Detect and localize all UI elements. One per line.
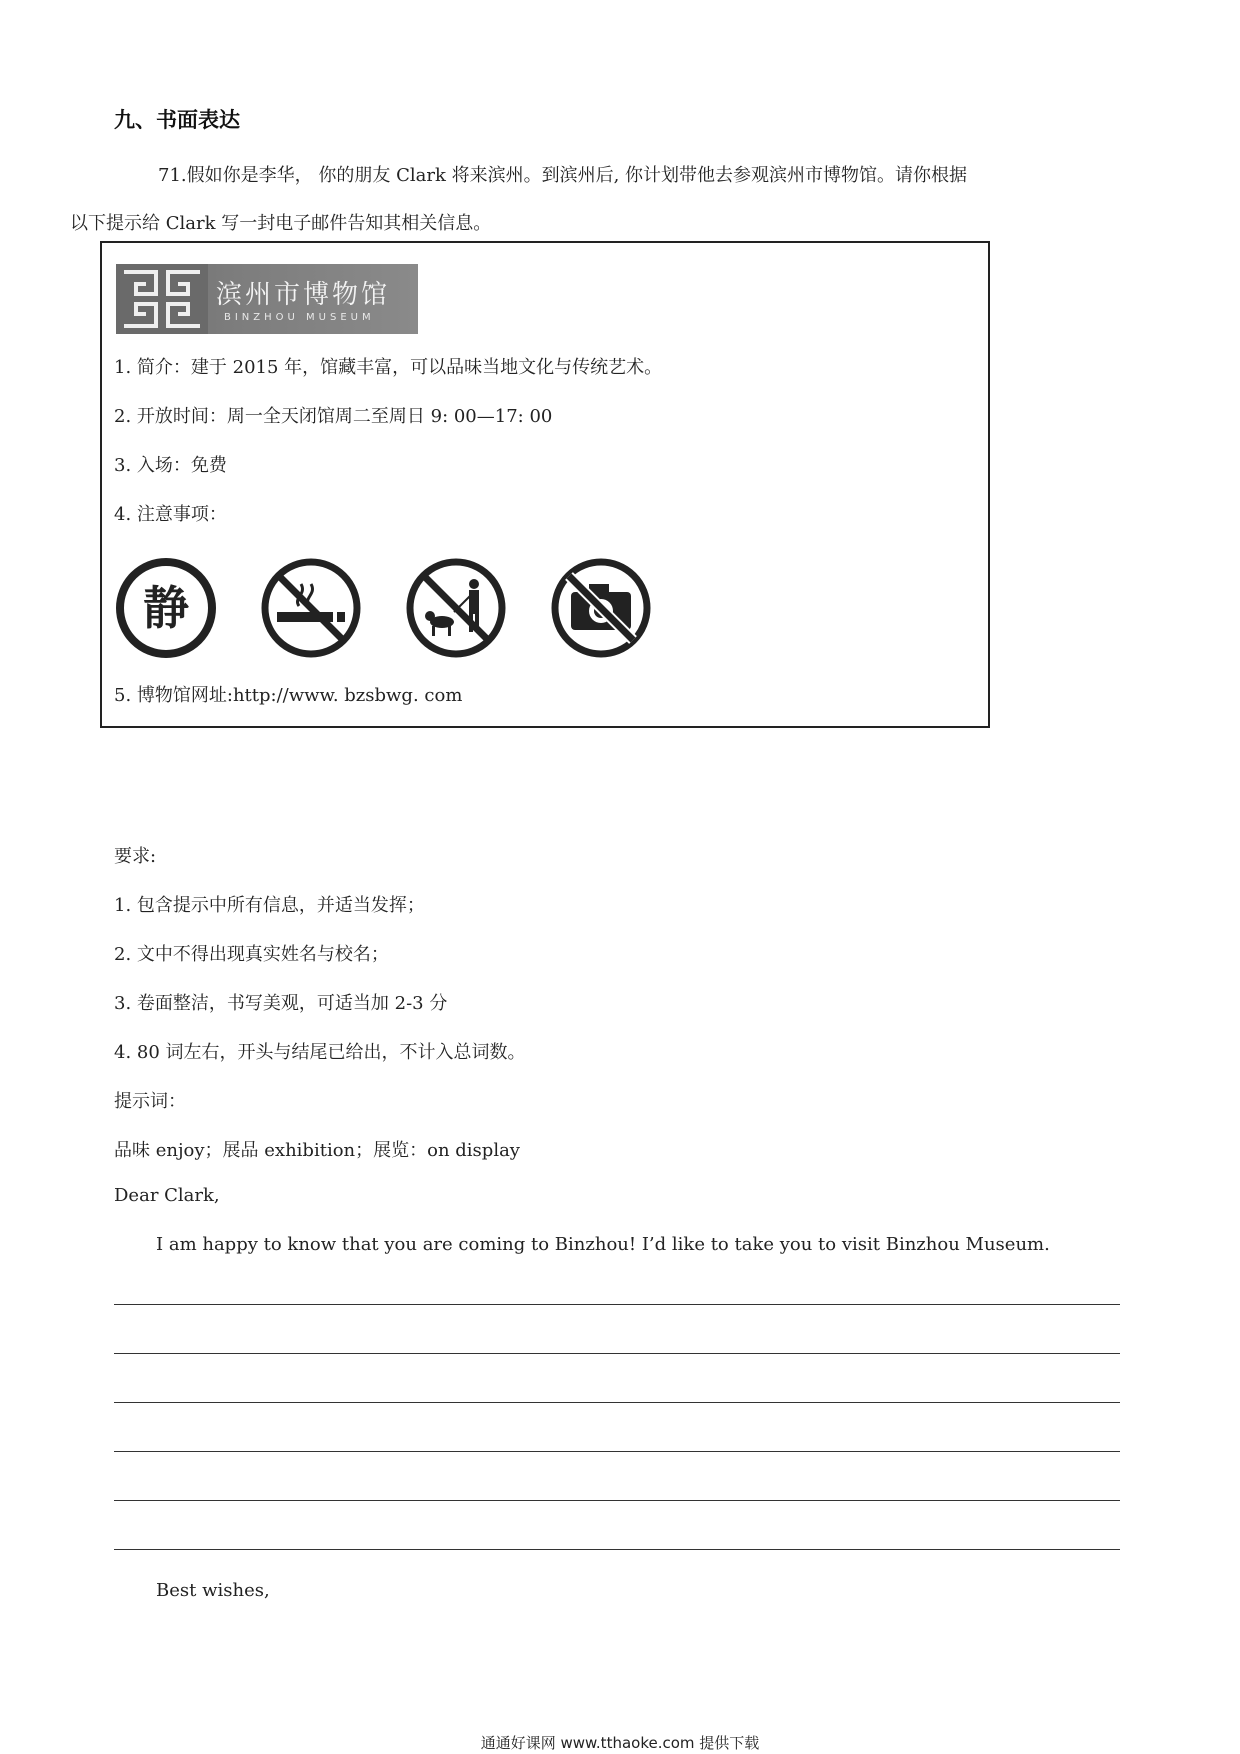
question-number: 71. (158, 165, 187, 186)
info-item-intro: 1. 简介：建于 2015 年，馆藏丰富，可以品味当地文化与传统艺术。 (114, 357, 663, 378)
no-pets-icon (404, 556, 508, 660)
letter-opening: I am happy to know that you are coming to Binzhou! I’d like to take you to visit Binzhou Museum. (156, 1234, 1050, 1255)
info-item-notes: 4. 注意事项： (114, 504, 227, 525)
hint-words: 品味 enjoy；展品 exhibition；展览：on display (114, 1140, 520, 1161)
meander-pattern-icon (116, 264, 208, 334)
info-item-website: 5. 博物馆网址:http://www. bzsbwg. com (114, 685, 463, 706)
requirement-item: 4. 80 词左右，开头与结尾已给出，不计入总词数。 (114, 1042, 526, 1063)
museum-info-box (100, 241, 990, 728)
letter-closing: Best wishes, (156, 1580, 270, 1601)
requirement-item: 2. 文中不得出现真实姓名与校名； (114, 944, 389, 965)
section-title: 九、书面表达 (114, 108, 240, 132)
page-footer: 通通好课网 www.tthaoke.com 提供下载 (480, 1734, 760, 1752)
requirement-item: 3. 卷面整洁，书写美观，可适当加 2-3 分 (114, 993, 448, 1014)
no-smoking-icon (259, 556, 363, 660)
answer-line (114, 1500, 1120, 1501)
quiet-sign-icon (114, 556, 218, 660)
info-item-hours: 2. 开放时间：周一全天闭馆周二至周日 9: 00—17: 00 (114, 406, 553, 427)
question-line-2: 以下提示给 Clark 写一封电子邮件告知其相关信息。 (70, 213, 492, 234)
answer-line (114, 1304, 1120, 1305)
logo-english-name: BINZHOU MUSEUM (224, 312, 375, 323)
requirement-item: 1. 包含提示中所有信息，并适当发挥； (114, 895, 425, 916)
question-text (70, 152, 1126, 248)
no-camera-icon (549, 556, 653, 660)
answer-line (114, 1451, 1120, 1452)
answer-line (114, 1353, 1120, 1354)
museum-logo (116, 264, 418, 334)
requirements-heading: 要求: (114, 846, 157, 867)
question-line-1: 假如你是李华， 你的朋友 Clark 将来滨州。到滨州后, 你计划带他去参观滨州市博物馆。请你根据 (186, 165, 968, 186)
logo-chinese-name: 滨州市博物馆 (216, 280, 391, 310)
answer-line (114, 1549, 1120, 1550)
letter-greeting: Dear Clark, (114, 1185, 220, 1206)
hint-heading: 提示词： (114, 1091, 186, 1112)
quiet-sign-glyph: 静 (143, 581, 189, 635)
answer-line (114, 1402, 1120, 1403)
notice-signs (114, 556, 654, 666)
info-item-admission: 3. 入场：免费 (114, 455, 227, 476)
